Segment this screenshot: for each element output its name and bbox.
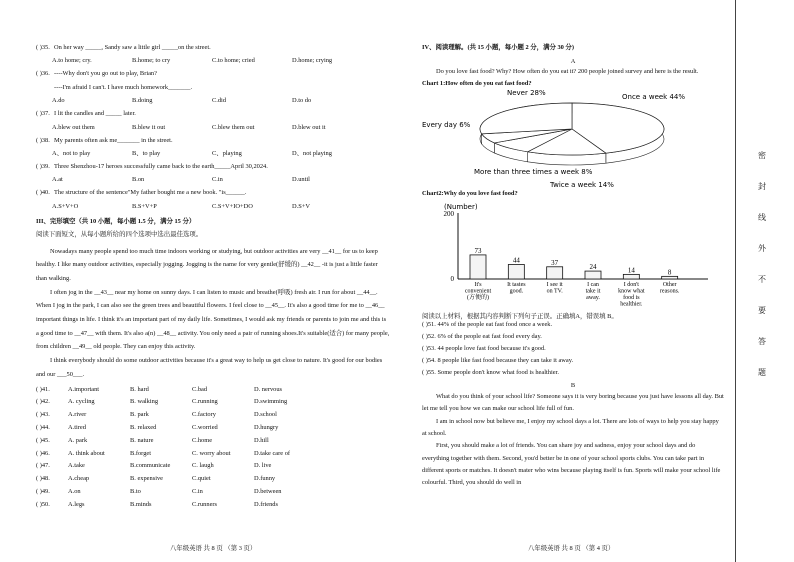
question-number: ( )44. [36,423,50,431]
option-row [36,97,390,110]
pie-slice-label: Twice a week 14% [550,181,614,190]
answer-option: B. expensive [130,475,164,483]
answer-option: D.home; crying [292,57,333,65]
page-4 [398,0,728,562]
answer-option: B.on [132,176,145,184]
bar [470,255,486,279]
question-number: ( )46. [36,449,50,457]
answer-option: C、playing [212,149,242,157]
answer-option: A.on [68,487,81,495]
cloze-paragraph: I think everybody should do some outdoor activities because it's a great way to help us get close to nature. It's good for our bodies and our ___50___. [36,357,383,378]
bar [585,271,601,279]
chart1-title: Chart 1:How often do you eat fast food? [422,80,532,88]
answer-option: A.take [68,462,85,470]
page-footer: 八年级英语 共 8 页 （第 4 页） [528,545,615,553]
answer-option: A.cheap [68,475,90,483]
question-row [36,137,390,150]
option-row [36,57,390,70]
statement: ( )53. 44 people love fast food because it's good. [422,345,546,353]
pie-slice-label: Never 28% [507,89,546,98]
option-row [36,150,390,163]
cloze-option-row [36,398,390,411]
option-row [36,176,390,189]
bar-value-label: 14 [627,266,635,275]
answer-option: B.blew it out [132,123,166,131]
passage-b [422,391,724,489]
answer-option: D.funny [254,475,276,483]
statement: ( )55. Some people don't know what food is healthier. [422,369,559,377]
question-number: ( )50. [36,500,50,508]
answer-option: C.bad [192,385,208,393]
y-tick-label: 0 [450,275,454,284]
question-stem: ----I'm afraid I can't. I have much homework_______. [54,83,193,91]
question-number: ( )36. [36,70,50,78]
bar-value-label: 73 [474,247,482,256]
reading-instruction: 阅读以上材料，根据其内容判断下列句子正误。正确填A，错误填 B。 [422,313,618,321]
category-label: It's convenient (方便的) [464,282,492,302]
answer-option: D.blew out it [292,123,326,131]
question-row [36,44,390,57]
question-number: ( )40. [36,189,50,197]
option-row [36,203,390,216]
question-stem: My parents often ask me_______ in the street. [54,136,173,144]
statement: ( )54. 8 people like fast food because they can take it away. [422,357,574,365]
pie-slice-label: Every day 6% [422,121,471,130]
cloze-title: III、完形填空（共 10 小题，每小题 1.5 分，满分 15 分） [36,217,196,225]
answer-option: B. relaxed [130,423,157,431]
answer-option: A.do [52,97,65,105]
answer-option: D. nervous [254,385,283,393]
answer-option: C.runners [192,500,218,508]
margin-char: 外 [758,244,766,253]
question-number: ( )41. [36,385,50,393]
question-number: ( )49. [36,487,50,495]
answer-option: D.to do [292,97,312,105]
answer-option: B.to [130,487,141,495]
question-row [36,189,390,202]
answer-option: D.friends [254,500,278,508]
answer-option: A.river [68,411,87,419]
margin-char: 题 [758,368,766,377]
answer-option: A.important [68,385,100,393]
margin-char: 要 [758,306,766,315]
answer-option: D.swimming [254,398,288,406]
cloze-instruction: 阅读下面短文，从每小题所给的四个选项中选出最佳选项。 [36,231,203,239]
y-tick-label: 200 [443,210,454,219]
bar-value-label: 24 [589,263,597,272]
answer-option: A.at [52,176,63,184]
bar [547,267,563,279]
answer-option: D、not playing [292,149,332,157]
chart2-title: Chart2:Why do you love fast food? [422,190,518,198]
cloze-option-row [36,411,390,424]
question-number: ( )48. [36,475,50,483]
answer-option: C.did [212,97,227,105]
answer-option: A.to home; cry. [52,57,92,65]
bar [623,275,639,280]
answer-option: A.blew out them [52,123,95,131]
bar-value-label: 8 [667,268,672,277]
answer-option: C.in [192,487,203,495]
answer-option: B.doing [132,97,153,105]
answer-option: B. park [130,411,149,419]
answer-option: C.to home; cried [212,57,255,65]
passage-paragraph: What do you think of your school life? Someone says it is very boring because you just have lessons all day. But let me tell you how we can make our school life full of fun. [422,393,724,413]
reading-title: IV、阅读理解。(共 15 小题，每小题 2 分，满分 30 分) [422,44,574,51]
passage-paragraph: First, you should make a lot of friends. You can share joy and sadness, enjoy your school days and do everything together with them. Second, you'd better be in one of your school sports clubs. You can take part in different sports or matches. It doesn't mater who wins because playing itself is fun. Sports will make your school life colourful. Third, you should do well in [422,442,721,487]
answer-option: A. park [68,436,88,444]
cloze-paragraph: I often jog in the __43__ near my home on sunny days. I can listen to music and breathe(呼吸) fresh air. I run for about __44__. When I jog in the park, I can also see the green trees and beautiful flowers. I feel close to __45__. It's also a good time for me to __46__ important things in life. I think it's an important part of my daily life. Sometimes, I would ask my friends or parents to join me and this is a good time to __47__ with them. It's also a(n) __48__ activity. You only need a pair of running shoes.It's suitable(适合) for many people, from children __49__ old people. They can enjoy this activity. [36,288,390,351]
answer-option: C.blew them out [212,123,255,131]
answer-option: B.forget [130,449,152,457]
reading-intro: Do you love fast food? Why? How often do you eat it? 200 people joined survey and here is the result. [436,68,699,76]
answer-option: A.tired [68,423,86,431]
answer-option: C.running [192,398,218,406]
answer-option: B.S+V+P [132,202,157,210]
question-number: ( )38. [36,136,50,144]
answer-option: D.until [292,176,310,184]
question-stem: Three Shenzhou-17 heroes successfully came back to the earth_____April 30,2024. [54,162,268,170]
statement: ( )51. 44% of the people eat fast food once a week. [422,321,553,329]
cloze-paragraph: Nowadays many people spend too much time indoors working or studying, but outdoor activities are very __41__ for us to keep healthy. I like many outdoor activities, especially jogging. Jogging is the name for very gentle(舒缓的) __42__ -it is just a little faster than walking. [36,247,378,282]
pie-slice [480,103,572,134]
question-row [36,163,390,176]
answer-option: C.S+V+IO+DO [212,202,253,210]
answer-option: B.minds [130,500,152,508]
cloze-option-row [36,386,390,399]
bar-value-label: 37 [551,259,559,268]
answer-option: A.legs [68,500,85,508]
answer-option: B、to play [132,149,161,157]
margin-char: 答 [758,337,766,346]
margin-char: 不 [758,275,766,284]
margin-char: 线 [758,213,766,222]
answer-option: C. worry about [192,449,231,457]
answer-option: B. hard [130,385,149,393]
question-number: ( )43. [36,411,50,419]
cloze-option-row [36,424,390,437]
pie-slice-label: Once a week 44% [622,93,686,102]
sealed-line-notice [755,150,769,378]
category-label: I can take it away. [585,282,601,302]
bar-chart [422,199,722,311]
answer-option: D.S+V [292,202,310,210]
true-false-statements [422,321,724,381]
question-stem: On her way _____, Sandy saw a little girl _____on the street. [54,44,211,51]
answer-option: A. cycling [68,398,95,406]
answer-option: B.home; to cry [132,57,171,65]
answer-option: D. live [254,462,272,470]
bar [508,265,524,280]
category-label: It tastes good. [507,282,526,295]
answer-option: C.factory [192,411,216,419]
answer-option: B.communicate [130,462,171,470]
question-row [36,110,390,123]
category-label: I see it on TV. [546,282,563,295]
question-stem: ----Why don't you go out to play, Brian? [54,70,157,78]
answer-option: D.hill [254,436,269,444]
answer-option: B. walking [130,398,159,406]
question-number: ( )47. [36,462,50,470]
cloze-option-row [36,475,390,488]
answer-option: D.school [254,411,277,419]
section-b-label: B [570,382,576,390]
y-axis-title: (Number) [444,203,478,212]
bar-value-label: 44 [512,256,520,265]
question-number: ( )45. [36,436,50,444]
section-a-label: A [570,58,576,66]
question-row [36,70,390,83]
cloze-option-row [36,501,390,514]
answer-option: D.hungry [254,423,279,431]
cloze-passage [36,245,390,382]
cloze-options [36,386,390,514]
answer-option: A、not to play [52,149,91,157]
binding-line [735,0,736,562]
answer-option: D.take care of [254,449,291,457]
question-stem: I lit the candles and _____ later. [54,110,136,118]
question-row [36,84,390,97]
bar [662,277,678,280]
multiple-choice-section [36,44,390,216]
question-number: ( )39. [36,162,50,170]
answer-option: C.worried [192,423,218,431]
answer-option: A. think about [68,449,105,457]
cloze-option-row [36,450,390,463]
cloze-option-row [36,462,390,475]
margin-char: 封 [758,182,766,191]
category-label: Other reasons. [659,282,680,295]
question-number: ( )42. [36,398,50,406]
category-label: I don't know what food is healthier. [618,282,645,308]
pie-chart [422,89,722,189]
answer-option: B. nature [130,436,154,444]
passage-paragraph: I am in school now but believe me, I enjoy my school days a lot. There are lots of ways to help you stay happy at school. [422,417,719,437]
margin-char: 密 [758,151,766,160]
option-row [36,124,390,137]
answer-option: D.between [254,487,282,495]
cloze-option-row [36,437,390,450]
cloze-option-row [36,488,390,501]
answer-option: C.in [212,176,223,184]
answer-option: C.home [192,436,213,444]
answer-option: C.quiet [192,475,211,483]
answer-option: A.S+V+O [52,202,79,210]
question-stem: The structure of the sentence"My father bought me a new book. "is______. [54,189,247,197]
question-number: ( )37. [36,110,50,118]
pie-slice-label: More than three times a week 8% [474,168,593,177]
statement: ( )52. 6% of the people eat fast food every day. [422,333,542,341]
answer-option: C. laugh [192,462,214,470]
question-number: ( )35. [36,44,50,51]
page-footer: 八年级英语 共 8 页 （第 3 页） [170,545,257,553]
